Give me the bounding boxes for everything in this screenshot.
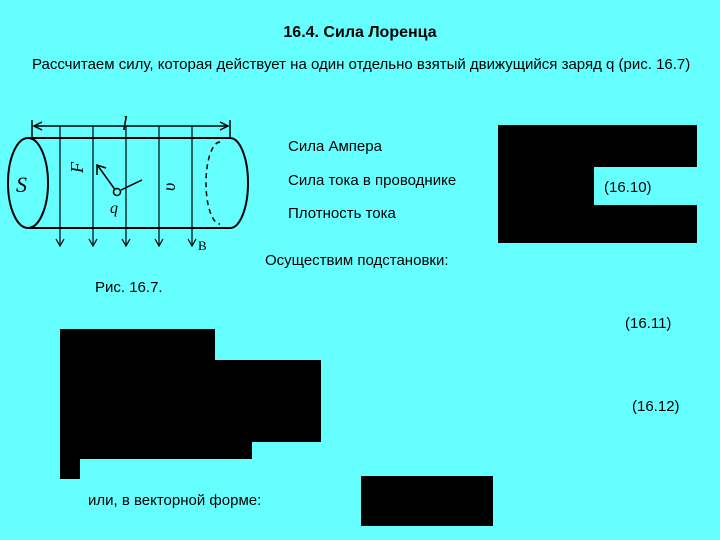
formula-block-16-12-ext (252, 400, 321, 442)
formula-block-tail (60, 459, 80, 479)
equation-number-16-11: (16.11) (625, 315, 672, 332)
vector-form-label: или, в векторной форме: (88, 492, 262, 509)
current-density-label: Плотность тока (288, 205, 396, 222)
conductor-figure (0, 108, 260, 258)
formula-block-16-11-ext (215, 360, 321, 400)
intro-text: Рассчитаем силу, которая действует на один отдельно взятый движущийся заряд q (рис. 16.7) (32, 56, 691, 73)
slide-title: 16.4. Сила Лоренца (283, 24, 437, 41)
formula-block-16-12 (215, 400, 252, 459)
substitution-label: Осуществим подстановки: (265, 252, 449, 269)
formula-block-16-11 (60, 329, 215, 459)
charge-symbol: q (110, 200, 118, 217)
velocity-symbol: υ (159, 182, 179, 191)
ampere-force-label: Сила Ампера (288, 138, 382, 155)
current-label: Сила тока в проводнике (288, 172, 457, 189)
figure-caption: Рис. 16.7. (95, 279, 163, 296)
formula-block-vector (361, 476, 493, 526)
area-symbol: S (16, 172, 27, 197)
equation-number-16-12: (16.12) (632, 398, 680, 415)
field-symbol: B (198, 238, 207, 253)
length-symbol: l (122, 113, 128, 135)
force-symbol: F (67, 162, 87, 173)
equation-number-16-10: (16.10) (604, 179, 652, 196)
